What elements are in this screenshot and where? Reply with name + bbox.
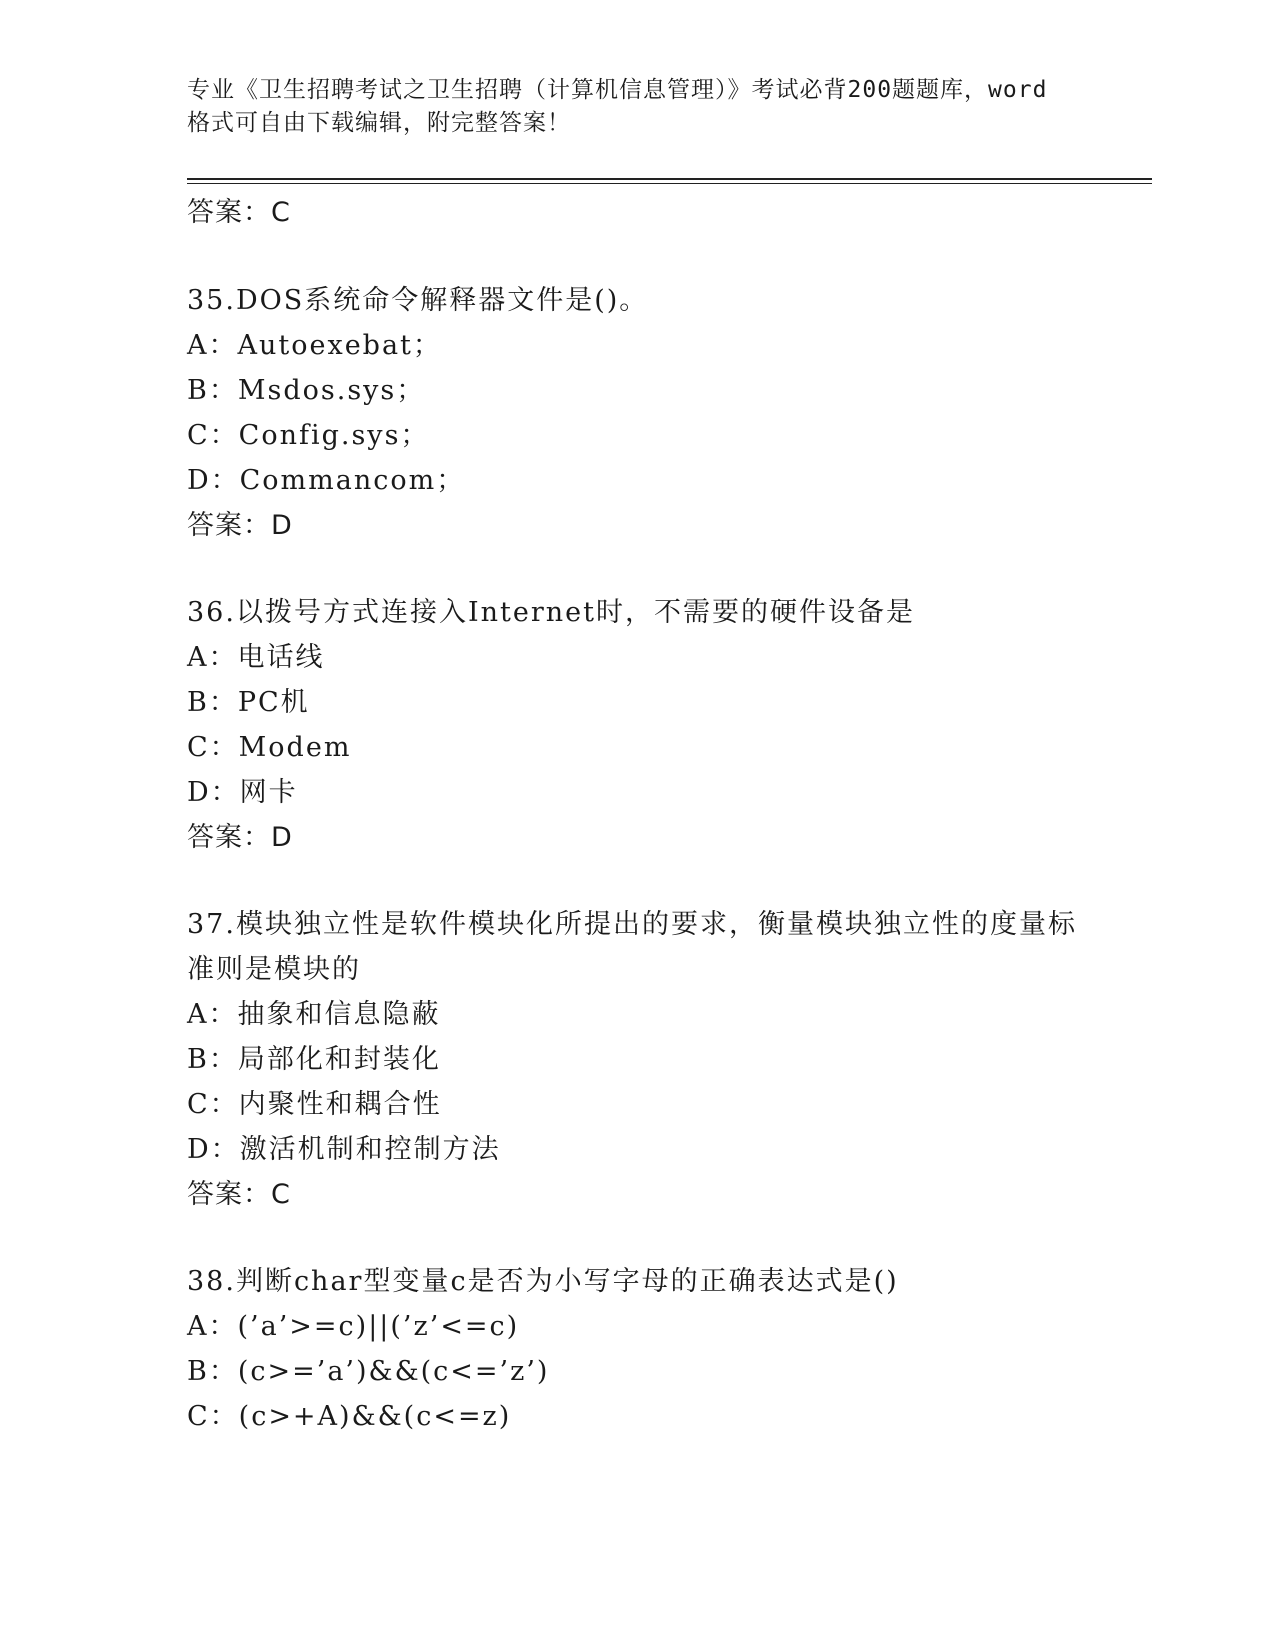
option-a: A：(’a’>=c)||(’z’<=c) <box>187 1311 520 1342</box>
question-35 <box>187 278 1087 548</box>
question-stem: 35.DOS系统命令解释器文件是()。 <box>187 285 649 316</box>
option-d: D：网卡 <box>187 777 298 808</box>
answer-label: 答案：C <box>187 1179 291 1210</box>
option-b: B：Msdos.sys； <box>187 375 426 406</box>
answer-label: 答案：D <box>187 510 293 541</box>
option-d: D：Commancom； <box>187 465 466 496</box>
question-stem-line-2: 准则是模块的 <box>187 954 361 985</box>
question-stem: 38.判断char型变量c是否为小写字母的正确表达式是() <box>187 1266 899 1297</box>
document-body <box>187 190 1087 1439</box>
question-36 <box>187 590 1087 860</box>
question-38 <box>187 1259 1087 1439</box>
option-a: A：电话线 <box>187 642 325 673</box>
answer-label: 答案：C <box>187 197 291 228</box>
header-rule-thick <box>187 178 1152 180</box>
answer-label: 答案：D <box>187 822 293 853</box>
document-header <box>187 74 1087 140</box>
option-d: D：激活机制和控制方法 <box>187 1134 501 1165</box>
option-a: A：Autoexebat； <box>187 330 442 361</box>
question-stem: 36.以拨号方式连接入Internet时，不需要的硬件设备是 <box>187 597 915 628</box>
option-c: C：Config.sys； <box>187 420 430 451</box>
question-37 <box>187 902 1087 1217</box>
option-c: C：Modem <box>187 732 352 763</box>
option-b: B：PC机 <box>187 687 310 718</box>
option-b: B：(c>=’a’)&&(c<=’z’) <box>187 1356 550 1387</box>
header-line-2: 格式可自由下载编辑，附完整答案！ <box>187 110 571 136</box>
header-line-1: 专业《卫生招聘考试之卫生招聘（计算机信息管理）》考试必背200题题库，word <box>187 77 1048 103</box>
option-b: B：局部化和封装化 <box>187 1044 441 1075</box>
header-rule-thin <box>187 183 1152 184</box>
option-c: C：内聚性和耦合性 <box>187 1089 442 1120</box>
option-c: C：(c>+A)&&(c<=z) <box>187 1401 512 1432</box>
option-a: A：抽象和信息隐蔽 <box>187 999 441 1030</box>
question-stem-line-1: 37.模块独立性是软件模块化所提出的要求，衡量模块独立性的度量标 <box>187 909 1077 940</box>
